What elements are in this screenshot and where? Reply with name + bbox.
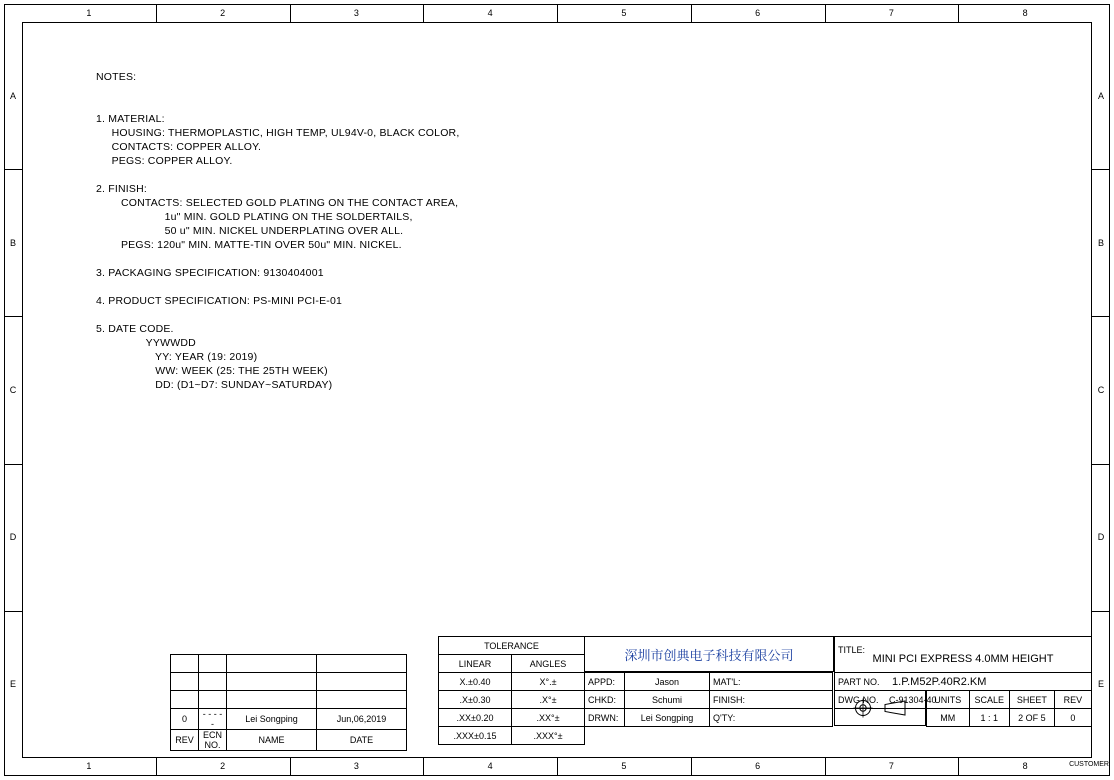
units-value: MM	[927, 709, 970, 727]
finish-label: FINISH:	[710, 691, 833, 709]
table-row	[585, 709, 833, 727]
projection-symbol-cell	[834, 690, 926, 726]
zone-tick	[4, 464, 22, 465]
scale-header: SCALE	[969, 691, 1009, 709]
zone-tick	[557, 758, 558, 776]
notes-line: 1. MATERIAL:	[96, 113, 165, 125]
zone-row-label: B	[1097, 237, 1104, 248]
approvals-table	[584, 672, 833, 727]
notes-line	[96, 308, 459, 322]
zone-row-label: B	[9, 237, 16, 248]
zone-tick	[825, 758, 826, 776]
cone-icon	[881, 698, 907, 718]
notes-line: YY: YEAR (19: 2019)	[96, 351, 258, 363]
tolerance-angle-value: X°.±	[512, 673, 585, 691]
notes-line: CONTACTS: COPPER ALLOY.	[96, 141, 262, 153]
notes-line	[96, 252, 459, 266]
tolerance-table	[438, 636, 585, 745]
third-angle-projection-icon	[853, 698, 873, 718]
notes-line: 3. PACKAGING SPECIFICATION: 9130404001	[96, 267, 324, 279]
date-header: DATE	[317, 730, 407, 751]
table-row	[171, 673, 407, 691]
table-row	[585, 673, 833, 691]
tolerance-linear-value: .X±0.30	[439, 691, 512, 709]
tolerance-title: TOLERANCE	[439, 637, 585, 655]
zone-tick	[423, 4, 424, 22]
sheet-value: 2 OF 5	[1009, 709, 1054, 727]
notes-line: CONTACTS: SELECTED GOLD PLATING ON THE CONTACT AREA,	[96, 197, 459, 209]
chkd-label: CHKD:	[585, 691, 625, 709]
scale-value: 1 : 1	[969, 709, 1009, 727]
table-row	[171, 655, 407, 673]
table-row	[439, 691, 585, 709]
notes-line: 50 u" MIN. NICKEL UNDERPLATING OVER ALL.	[96, 225, 404, 237]
footer-table	[926, 690, 1092, 727]
zone-column-label: 5	[621, 8, 627, 18]
zone-tick	[958, 4, 959, 22]
zone-tick	[423, 758, 424, 776]
zone-column-label: 8	[1022, 761, 1028, 771]
zone-tick	[290, 4, 291, 22]
table-row	[835, 673, 1092, 691]
zone-column-label: 7	[888, 761, 894, 771]
zone-column-label: 2	[220, 8, 226, 18]
revision-table	[170, 654, 407, 751]
dwg-no-label: DWG NO.	[838, 694, 879, 705]
table-row	[439, 709, 585, 727]
zone-tick	[290, 758, 291, 776]
table-row	[835, 637, 1092, 673]
zone-tick	[1092, 316, 1110, 317]
qty-label: Q'TY:	[710, 709, 833, 727]
notes-line: 1u" MIN. GOLD PLATING ON THE SOLDERTAILS,	[96, 211, 413, 223]
tolerance-angle-value: .X°±	[512, 691, 585, 709]
zone-tick	[825, 4, 826, 22]
zone-row-label: C	[9, 385, 17, 395]
sheet-header: SHEET	[1009, 691, 1054, 709]
customer-tag: CUSTOMER	[1069, 761, 1109, 768]
table-row	[439, 727, 585, 745]
rev-value-footer: 0	[1054, 709, 1091, 727]
part-no-label: PART NO.	[838, 676, 880, 687]
tolerance-linear-value: .XX±0.20	[439, 709, 512, 727]
zone-column-label: 4	[487, 8, 493, 18]
title-label: TITLE:	[838, 644, 866, 655]
tolerance-linear-value: .XXX±0.15	[439, 727, 512, 745]
notes-line	[96, 280, 459, 294]
zone-row-label: D	[9, 532, 17, 543]
notes-line: PEGS: 120u" MIN. MATTE-TIN OVER 50u" MIN. NICKEL.	[96, 239, 402, 251]
appd-value: Jason	[625, 673, 710, 691]
zone-tick	[1092, 464, 1110, 465]
notes-line: 4. PRODUCT SPECIFICATION: PS-MINI PCI-E-01	[96, 295, 343, 307]
zone-row-label: C	[1097, 385, 1105, 395]
table-row	[171, 691, 407, 709]
company-name-cell	[584, 636, 834, 672]
rev-header: REV	[171, 730, 199, 751]
zone-tick	[1092, 169, 1110, 170]
title-cell	[835, 637, 1092, 673]
zone-tick	[4, 316, 22, 317]
zone-tick	[4, 169, 22, 170]
zone-tick	[691, 758, 692, 776]
zone-row-label: E	[9, 679, 16, 690]
table-row	[439, 637, 585, 655]
tolerance-angle-value: .XXX°±	[512, 727, 585, 745]
tolerance-linear-value: X.±0.40	[439, 673, 512, 691]
zone-column-label: 1	[86, 8, 92, 18]
drwn-value: Lei Songping	[625, 709, 710, 727]
notes-block	[96, 42, 459, 420]
chkd-value: Schumi	[625, 691, 710, 709]
drwn-label: DRWN:	[585, 709, 625, 727]
units-header: UNITS	[927, 691, 970, 709]
notes-line: PEGS: COPPER ALLOY.	[96, 155, 233, 167]
date-value: Jun,06,2019	[317, 709, 407, 730]
zone-column-label: 3	[353, 761, 359, 771]
rev-header-footer: REV	[1054, 691, 1091, 709]
name-header: NAME	[227, 730, 317, 751]
zone-row-label: A	[9, 90, 16, 101]
table-row	[171, 709, 407, 730]
part-no-cell	[835, 673, 1092, 691]
notes-line: 2. FINISH:	[96, 183, 148, 195]
ecn-header: ECN NO.	[199, 730, 227, 751]
zone-column-label: 4	[487, 761, 493, 771]
notes-line: WW: WEEK (25: THE 25TH WEEK)	[96, 365, 328, 377]
table-row	[927, 691, 1092, 709]
zone-column-label: 2	[220, 761, 226, 771]
company-name: 深圳市创典电子科技有限公司	[624, 648, 794, 664]
table-row	[439, 655, 585, 673]
zone-row-label: D	[1097, 532, 1105, 543]
zone-tick	[156, 758, 157, 776]
tolerance-angle-value: .XX°±	[512, 709, 585, 727]
tolerance-angles-header: ANGLES	[512, 655, 585, 673]
zone-row-label: A	[1097, 90, 1104, 101]
zone-column-label: 6	[755, 8, 761, 18]
title-block	[170, 636, 1092, 758]
zone-column-label: 5	[621, 761, 627, 771]
table-row	[927, 709, 1092, 727]
notes-line	[96, 168, 459, 182]
part-no-value: 1.P.M52P.40R2.KM	[892, 675, 987, 688]
zone-tick	[1092, 611, 1110, 612]
notes-line: YYWWDD	[96, 337, 196, 349]
zone-tick	[557, 4, 558, 22]
notes-line: HOUSING: THERMOPLASTIC, HIGH TEMP, UL94V-0, BLACK COLOR,	[96, 127, 460, 139]
dwg-no-value: C-91304-40	[889, 694, 937, 705]
zone-column-label: 3	[353, 8, 359, 18]
zone-column-label: 1	[86, 761, 92, 771]
table-row	[171, 730, 407, 751]
ecn-value: - - - - -	[199, 709, 227, 730]
appd-label: APPD:	[585, 673, 625, 691]
rev-value: 0	[171, 709, 199, 730]
zone-tick	[958, 758, 959, 776]
notes-line: DD: (D1~D7: SUNDAY~SATURDAY)	[96, 379, 333, 391]
zone-column-label: 6	[755, 761, 761, 771]
zone-tick	[691, 4, 692, 22]
title-value: MINI PCI EXPRESS 4.0MM HEIGHT	[872, 652, 1054, 665]
tolerance-linear-header: LINEAR	[439, 655, 512, 673]
name-value: Lei Songping	[227, 709, 317, 730]
zone-column-label: 7	[888, 8, 894, 18]
notes-heading: NOTES:	[96, 71, 137, 83]
zone-row-label: E	[1097, 679, 1104, 690]
notes-line: 5. DATE CODE.	[96, 323, 174, 335]
table-row	[585, 691, 833, 709]
table-row	[439, 673, 585, 691]
matl-label: MAT'L:	[710, 673, 833, 691]
zone-column-label: 8	[1022, 8, 1028, 18]
zone-tick	[156, 4, 157, 22]
notes-lines	[96, 112, 459, 392]
zone-tick	[4, 611, 22, 612]
